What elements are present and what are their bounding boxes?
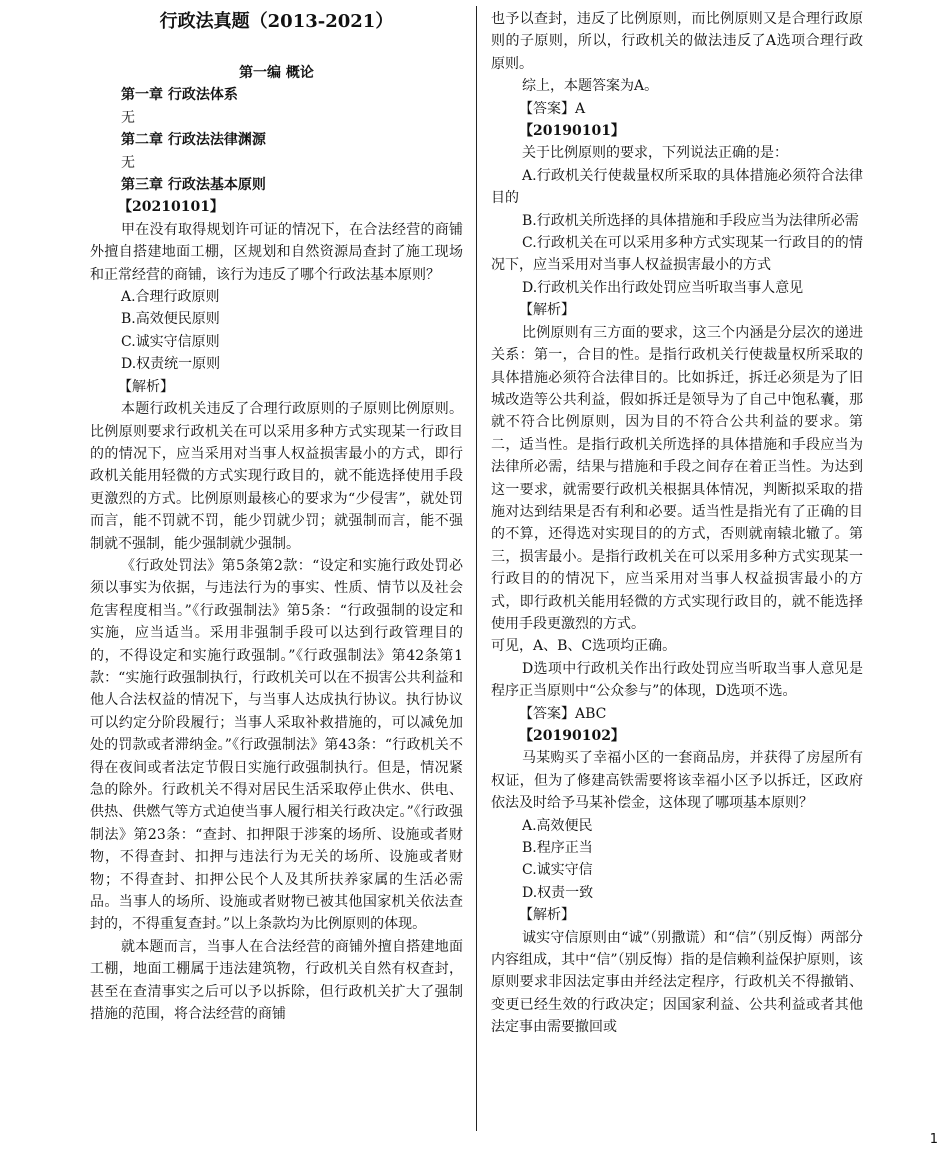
option: D.行政机关作出行政处罚应当听取当事人意见: [522, 279, 804, 296]
option: C.诚实守信: [522, 862, 593, 879]
option: D.权责一致: [522, 884, 594, 901]
right-column: [491, 8, 863, 1039]
analysis-label: 【解析】: [519, 907, 575, 924]
analysis-paragraph: 本题行政机关违反了合理行政原则的子原则比例原则。比例原则要求行政机关在可以采用多种方式实现某一行政目的的情况下，应当采用对当事人权益损害最小的方式，即行政机关能用轻微的方式实现行政目的，就不能选择使用手段更激烈的方式。比例原则最核心的要求为“少侵害”，就处罚而言，能不罚就不罚，能少罚就少罚；就强制而言，能不强制就不强制，能少强制就少强制。: [90, 401, 463, 552]
analysis-paragraph: 《行政处罚法》第5条第2款：“设定和实施行政处罚必须以事实为依据，与违法行为的事实、性质、情节以及社会危害程度相当。”《行政强制法》第5条：“行政强制的设定和实施，应当适当。采用非强制手段可以达到行政管理目的的，不得设定和实施行政强制。”《行政强制法》第42条第1款：“实施行政强制执行，行政机关可以在不损害公共利益和他人合法权益的情况下，与当事人达成执行协议。执行协议可以约定分阶段履行；当事人采取补救措施的，可以减免加处的罚款或者滞纳金。”《行政强制法》第43条：“行政机关不得在夜间或者法定节假日实施行政强制执行。但是，情况紧急的除外。行政机关不得对居民生活采取停止供水、供电、供热、供燃气等方式迫使当事人履行相关行政决定。”《行政强制法》第23条：“查封、扣押限于涉案的场所、设施或者财物，不得查封、扣押与违法行为无关的场所、设施或者财物；不得查封、扣押公民个人及其所扶养家属的生活必需品。当事人的场所、设施或者财物已被其他国家机关依法查封的，不得重复查封。”以上条款均为比例原则的体现。: [90, 557, 463, 933]
option: A.行政机关行使裁量权所采取的具体措施必须符合法律目的: [491, 167, 863, 207]
chapter-3-title: 第三章 行政法基本原则: [121, 177, 266, 194]
summary-text: 综上，本题答案为A。: [522, 78, 659, 95]
page-number: 1: [929, 1132, 938, 1147]
column-divider: [476, 6, 477, 1131]
question-id: 【20190101】: [519, 123, 625, 140]
option: B.高效便民原则: [121, 311, 220, 328]
analysis-paragraph: 诚实守信原则由“诚”（别撒谎）和“信”（别反悔）两部分内容组成，其中“信”（别反悔）指的是信赖利益保护原则，该原则要求非因法定事由并经法定程序，行政机关不得撤销、变更已经生效的行政决定；因国家利益、公共利益或者其他法定事由需要撤回或: [491, 929, 863, 1036]
part-heading: 第一编 概论: [239, 65, 314, 81]
analysis-paragraph: D选项中行政机关作出行政处罚应当听取当事人意见是程序正当原则中“公众参与”的体现，D选项不选。: [491, 660, 863, 700]
document-title: 行政法真题（2013-2021）: [159, 11, 394, 32]
chapter-1-body: 无: [121, 109, 135, 126]
chapter-2-title: 第二章 行政法法律渊源: [121, 132, 266, 149]
option: B.行政机关所选择的具体措施和手段应当为法律所必需: [522, 212, 859, 229]
chapter-1-title: 第一章 行政法体系: [121, 87, 238, 104]
answer-line: 【答案】ABC: [519, 705, 607, 722]
option: D.权责统一原则: [121, 356, 221, 373]
analysis-continuation: 也予以查封，违反了比例原则，而比例原则又是合理行政原则的子原则，所以，行政机关的做法违反了A选项合理行政原则。: [491, 11, 863, 72]
option: B.程序正当: [522, 840, 593, 857]
analysis-paragraph: 比例原则有三方面的要求，这三个内涵是分层次的递进关系：第一，合目的性。是指行政机关行使裁量权所采取的具体措施必须符合法律目的。比如拆迁，拆迁必须是为了旧城改造等公共利益，假如拆迁是领导为了自己中饱私囊，那就不符合比例原则，因为目的不符合公共利益的要求。第二，适当性。是指行政机关所选择的具体措施和手段应当为法律所必需，结果与措施和手段之间存在着正当性。为达到这一要求，就需要行政机关根据具体情况，判断拟采取的措施对达到结果是否有利和必要。适当性是指光有了正确的目的不算，还得选对实现目的的方式，否则就南辕北辙了。第三，损害最小。是指行政机关在可以采用多种方式实现某一行政目的的情况下，应当采用对当事人权益损害最小的方式，即行政机关能用轻微的方式实现行政目的，就不能选择使用手段更激烈的方式。: [491, 324, 863, 632]
analysis-paragraph: 就本题而言，当事人在合法经营的商铺外擅自搭建地面工棚，地面工棚属于违法建筑物，行政机关自然有权查封，甚至在查清事实之后可以予以拆除，但行政机关扩大了强制措施的范围，将合法经营的商铺: [90, 938, 463, 1023]
option: A.高效便民: [522, 817, 593, 834]
analysis-label: 【解析】: [118, 378, 174, 395]
option: C.诚实守信原则: [121, 333, 220, 350]
question-stem: 甲在没有取得规划许可证的情况下，在合法经营的商铺外擅自搭建地面工棚，区规划和自然资源局查封了施工现场和正常经营的商铺，该行为违反了哪个行政法基本原则？: [90, 221, 463, 283]
answer-line: 【答案】A: [519, 100, 586, 117]
option: A.合理行政原则: [121, 289, 220, 306]
analysis-conclusion: 可见，A、B、C选项均正确。: [491, 638, 677, 655]
analysis-label: 【解析】: [519, 302, 575, 319]
chapter-2-body: 无: [121, 154, 135, 171]
question-stem: 关于比例原则的要求，下列说法正确的是：: [522, 145, 788, 162]
option: C.行政机关在可以采用多种方式实现某一行政目的的情况下，应当采用对当事人权益损害最小的方式: [491, 235, 863, 274]
question-id: 【20190102】: [519, 728, 625, 744]
question-stem: 马某购买了幸福小区的一套商品房，并获得了房屋所有权证，但为了修建高铁需要将该幸福小区予以拆迁，区政府依法及时给予马某补偿金，这体现了哪项基本原则？: [491, 750, 863, 812]
left-column: [90, 8, 463, 1025]
question-id: 【20210101】: [118, 199, 224, 216]
